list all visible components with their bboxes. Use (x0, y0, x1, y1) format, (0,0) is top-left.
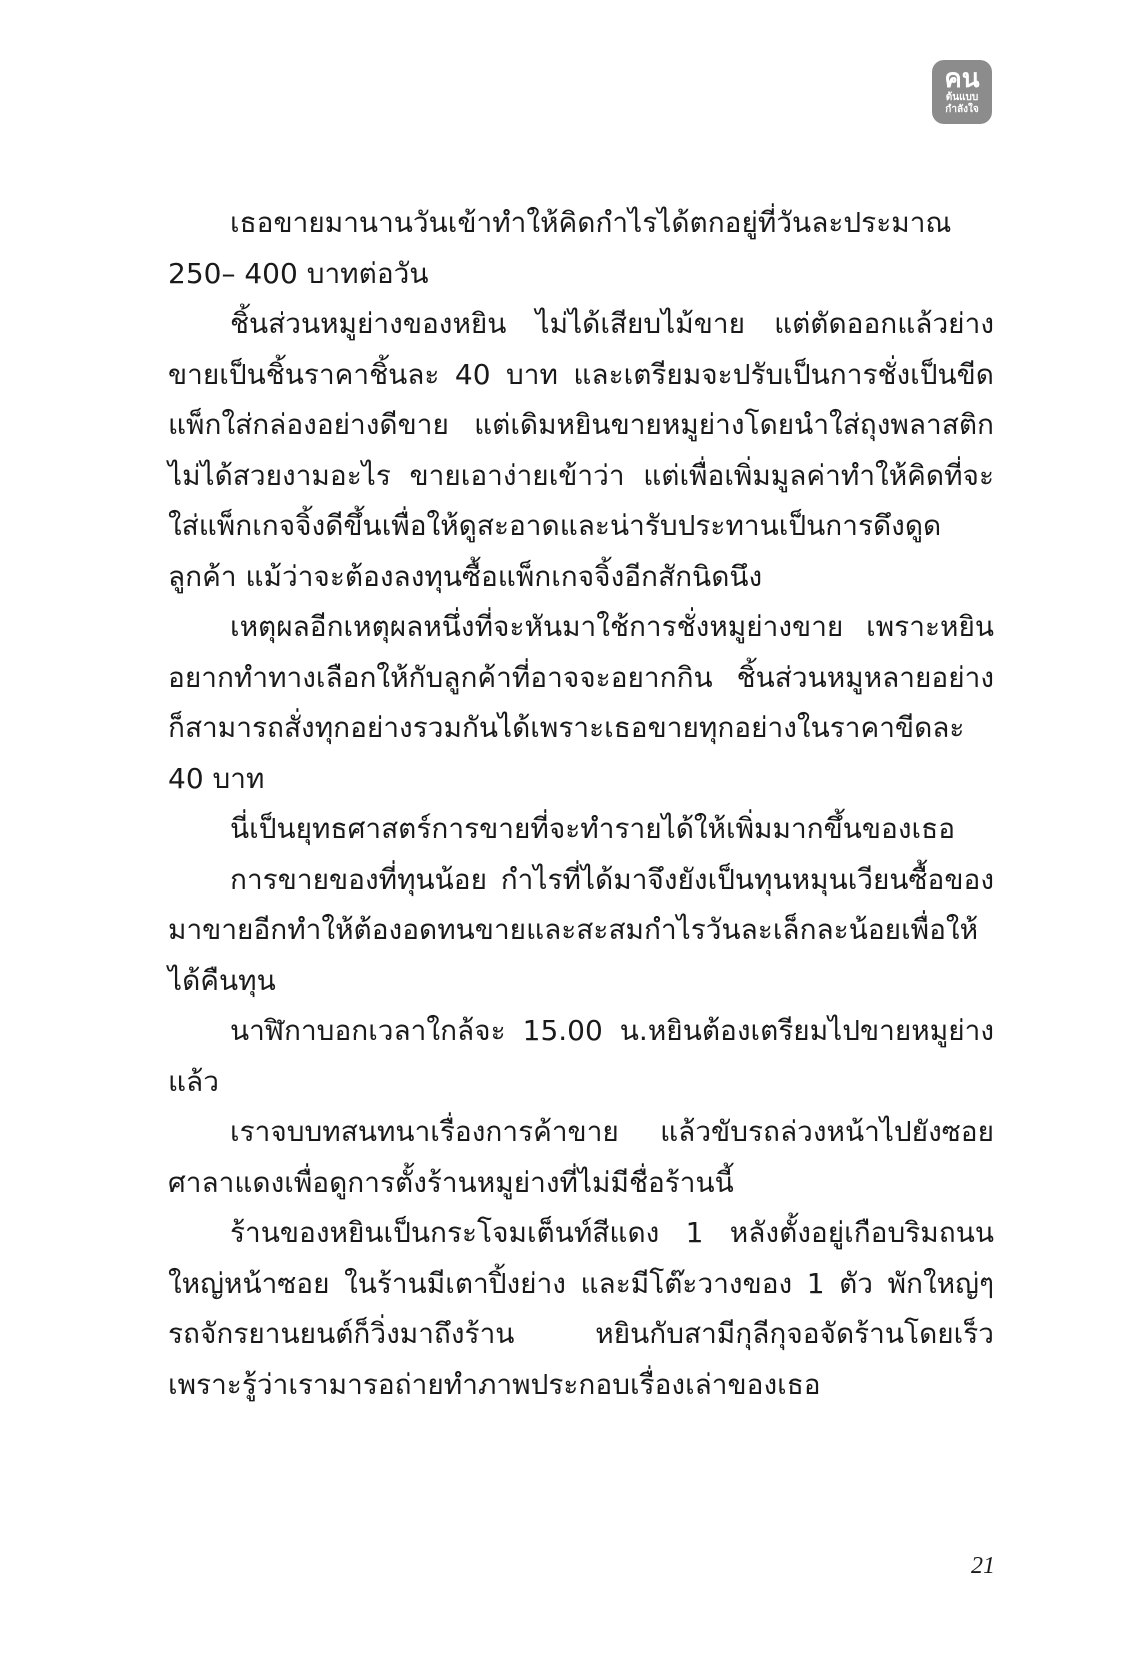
body-text (168, 198, 994, 1410)
page-number: 21 (971, 1553, 995, 1579)
paragraph: เหตุผลอีกเหตุผลหนึ่งที่จะหันมาใช้การชั่งหมูย่างขาย เพราะหยินอยากทำทางเลือกให้กับลูกค้าที่อาจจะอยากกิน ชิ้นส่วนหมูหลายอย่างก็สามารถสั่งทุกอย่างรวมกันได้เพราะเธอขายทุกอย่างในราคาขีดละ 40 บาท (168, 610, 994, 795)
paragraph: ชิ้นส่วนหมูย่างของหยิน ไม่ได้เสียบไม้ขาย แต่ตัดออกแล้วย่างขายเป็นชิ้นราคาชิ้นละ 40 บาท และเตรียมจะปรับเป็นการชั่งเป็นขีดแพ็กใส่กล่องอย่างดีขาย แต่เดิมหยินขายหมูย่างโดยนำใส่ถุงพลาสติกไม่ได้สวยงามอะไร ขายเอาง่ายเข้าว่า แต่เพื่อเพิ่มมูลค่าทำให้คิดที่จะใส่แพ็กเกจจิ้งดีขึ้นเพื่อให้ดูสะอาดและน่ารับประทานเป็นการดึงดูดลูกค้า แม้ว่าจะต้องลงทุนซื้อแพ็กเกจจิ้งอีกสักนิดนึง (168, 307, 994, 593)
paragraph: เราจบบทสนทนาเรื่องการค้าขาย แล้วขับรถล่วงหน้าไปยังซอยศาลาแดงเพื่อดูการตั้งร้านหมูย่างที่ไม่มีชื่อร้านนี้ (168, 1115, 994, 1199)
paragraph: เธอขายมานานวันเข้าทำให้คิดกำไรได้ตกอยู่ที่วันละประมาณ 250– 400 บาทต่อวัน (168, 206, 952, 290)
paragraph: นี่เป็นยุทธศาสตร์การขายที่จะทำรายได้ให้เพิ่มมากขึ้นของเธอ (230, 812, 956, 845)
paragraph: การขายของที่ทุนน้อย กำไรที่ได้มาจึงยังเป็นทุนหมุนเวียนซื้อของมาขายอีกทำให้ต้องอดทนขายและสะสมกำไรวันละเล็กละน้อยเพื่อให้ได้คืนทุน (168, 862, 994, 997)
series-logo (932, 60, 992, 124)
logo-line-3: กำลังใจ (945, 104, 979, 115)
logo-line-1: คน (944, 63, 980, 93)
logo-line-2: ต้นแบบ (945, 92, 979, 103)
paragraph: ร้านของหยินเป็นกระโจมเต็นท์สีแดง 1 หลังตั้งอยู่เกือบริมถนนใหญ่หน้าซอย ในร้านมีเตาปิ้งย่าง และมีโต๊ะวางของ 1 ตัว พักใหญ่ๆ รถจักรยานยนต์ก็วิ่งมาถึงร้าน หยินกับสามีกุลีกุจอจัดร้านโดยเร็ว เพราะรู้ว่าเรามารอถ่ายทำภาพประกอบเรื่องเล่าของเธอ (168, 1216, 994, 1401)
paragraph: นาฬิกาบอกเวลาใกล้จะ 15.00 น.หยินต้องเตรียมไปขายหมูย่างแล้ว (168, 1014, 994, 1098)
